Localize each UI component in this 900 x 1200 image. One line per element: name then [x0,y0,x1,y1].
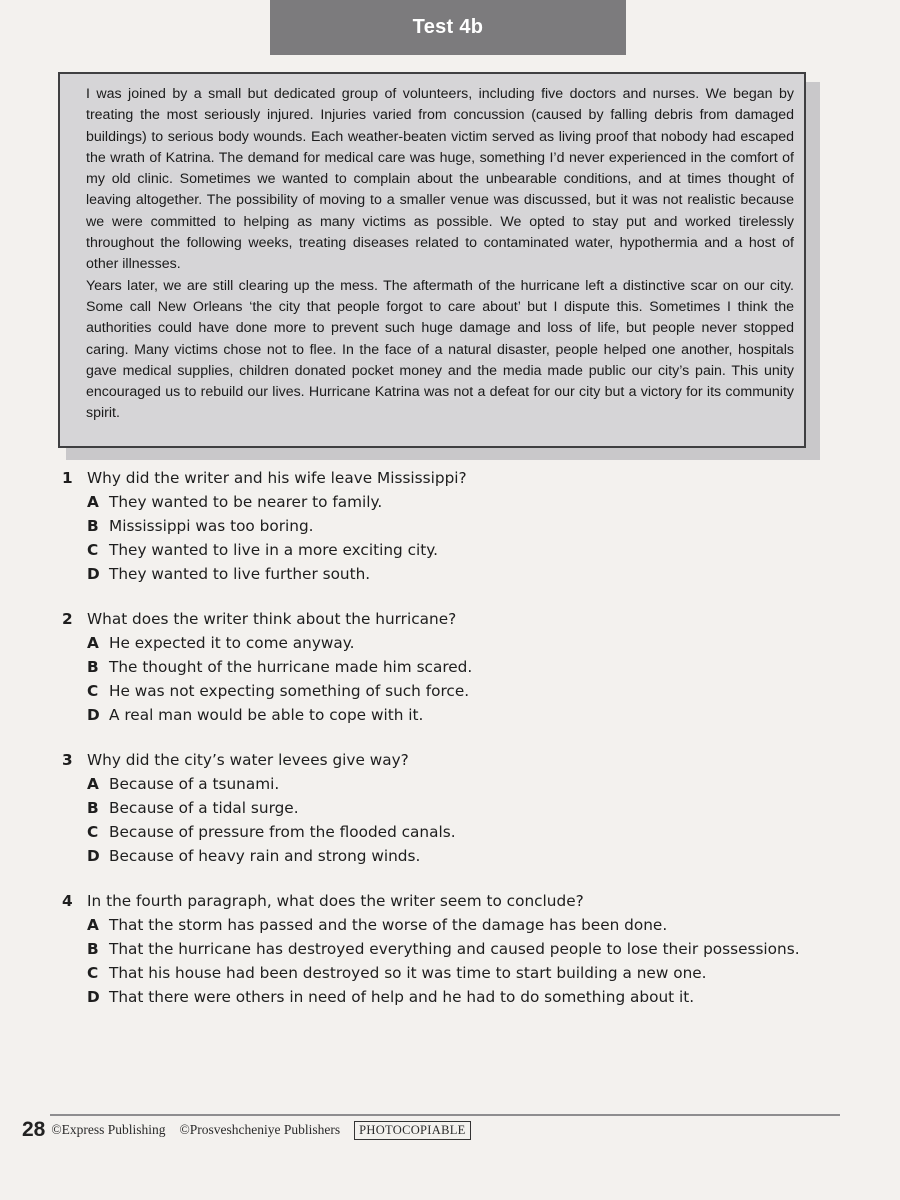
question-number: 1 [62,469,73,487]
answer-option [87,490,822,514]
question-text: In the fourth paragraph, what does the writer seem to conclude? [87,892,584,910]
test-title-banner [270,0,626,55]
reading-passage [58,72,806,448]
option-letter: A [87,775,99,793]
option-text: That the hurricane has destroyed everything and caused people to lose their possessions. [109,940,800,958]
option-letter: D [87,988,100,1006]
option-letter: D [87,565,100,583]
answer-option [87,820,822,844]
option-text: Because of a tsunami. [109,775,280,793]
option-letter: A [87,634,99,652]
page-number: 28 [22,1118,46,1141]
option-letter: B [87,940,99,958]
answer-option [87,655,822,679]
option-letter: C [87,682,99,700]
question-number: 4 [62,892,73,910]
answer-options [62,631,822,727]
option-letter: C [87,541,99,559]
option-letter: B [87,517,99,535]
question-stem [62,607,822,631]
option-text: That the storm has passed and the worse of the damage has been done. [109,916,668,934]
option-letter: B [87,658,99,676]
answer-option [87,772,822,796]
publisher-credit: ©Express Publishing [51,1122,166,1137]
passage-paragraph: I was joined by a small but dedicated group of volunteers, including five doctors and nurses. We began by treating the most seriously injured. Injuries varied from concussion (caused by falling debris from damaged buildings) to serious body wounds. Each weather-beaten victim served as living proof that nobody had escaped the wrath of Katrina. The demand for medical care was huge, something I’d never experienced in the comfort of my old clinic. Sometimes we wanted to complain about the unbearable conditions, and at times thought of leaving altogether. The possibility of moving to a smaller venue was discussed, but it was not realistic because we were committed to helping as many victims as possible. We opted to stay put and worked tirelessly throughout the following weeks, treating diseases related to contaminated water, hypothermia and a host of other illnesses. [86,86,794,273]
option-text: He expected it to come anyway. [109,634,355,652]
question-item [62,466,822,586]
question-item [62,748,822,868]
option-letter: A [87,493,99,511]
option-text: They wanted to live further south. [109,565,371,583]
option-text: They wanted to be nearer to family. [109,493,383,511]
question-stem [62,889,822,913]
option-text: A real man would be able to cope with it. [109,706,424,724]
option-text: That his house had been destroyed so it was time to start building a new one. [109,964,707,982]
option-text: Because of pressure from the flooded canals. [109,823,456,841]
publisher-credit: ©Prosveshcheniye Publishers [179,1122,341,1137]
option-text: They wanted to live in a more exciting city. [109,541,438,559]
answer-option [87,514,822,538]
option-text: Mississippi was too boring. [109,517,314,535]
answer-option [87,679,822,703]
option-letter: B [87,799,99,817]
option-letter: D [87,847,100,865]
option-letter: A [87,916,99,934]
test-title: Test 4b [412,16,484,38]
question-item [62,889,822,1009]
answer-option [87,961,822,985]
question-text: Why did the city’s water levees give way? [87,751,409,769]
option-letter: D [87,706,100,724]
option-text: Because of heavy rain and strong winds. [109,847,421,865]
question-text: Why did the writer and his wife leave Mississippi? [87,469,467,487]
question-list [62,466,822,1030]
answer-option [87,844,822,868]
option-text: The thought of the hurricane made him scared. [109,658,473,676]
answer-options [62,913,822,1009]
page-footer [22,1118,471,1142]
question-number: 2 [62,610,73,628]
option-text: He was not expecting something of such force. [109,682,470,700]
answer-option [87,796,822,820]
option-text: Because of a tidal surge. [109,799,299,817]
option-text: That there were others in need of help and he had to do something about it. [109,988,695,1006]
photocopiable-badge: PHOTOCOPIABLE [354,1121,470,1140]
question-stem [62,466,822,490]
answer-options [62,772,822,868]
answer-option [87,985,822,1009]
question-text: What does the writer think about the hurricane? [87,610,457,628]
answer-option [87,913,822,937]
answer-option [87,937,822,961]
passage-paragraph: Years later, we are still clearing up the mess. The aftermath of the hurricane left a distinctive scar on our city. Some call New Orleans ‘the city that people forgot to care about’ but I dispute this. Sometimes I think the authorities could have done more to prevent such huge damage and loss of life, but people never stopped caring. Many victims chose not to flee. In the face of a natural disaster, people helped one another, hospitals gave medical supplies, children donated pocket money and the media made public our city’s pain. This unity encouraged us to rebuild our lives. Hurricane Katrina was not a defeat for our city but a victory for its community spirit. [86,277,794,422]
footer-divider [50,1114,840,1116]
answer-option [87,631,822,655]
question-item [62,607,822,727]
option-letter: C [87,964,99,982]
option-letter: C [87,823,99,841]
answer-options [62,490,822,586]
answer-option [87,703,822,727]
answer-option [87,538,822,562]
question-number: 3 [62,751,73,769]
question-stem [62,748,822,772]
answer-option [87,562,822,586]
